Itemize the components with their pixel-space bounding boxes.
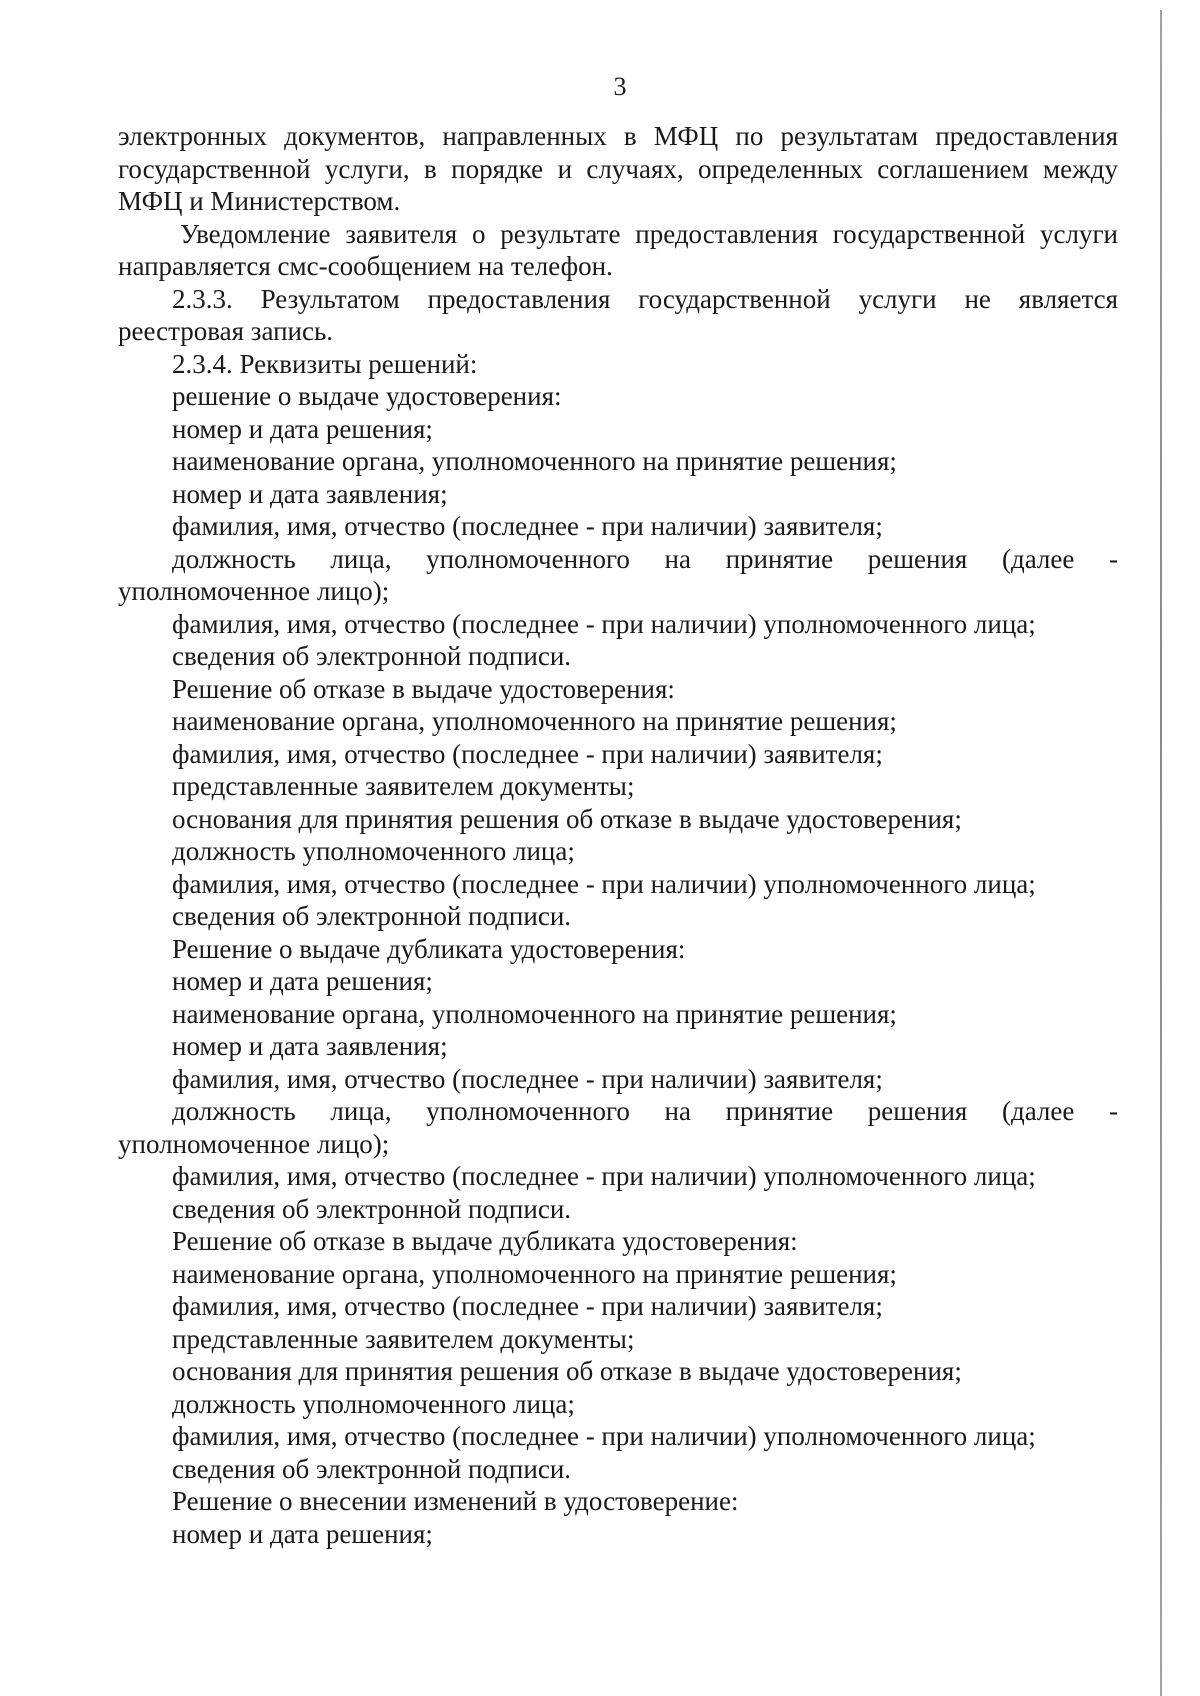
text-line: 2.3.4. Реквизиты решений: bbox=[172, 348, 478, 379]
text-line: номер и дата решения; bbox=[172, 413, 433, 444]
text-line: уполномоченное лицо); bbox=[118, 576, 390, 606]
text-line: сведения об электронной подписи. bbox=[172, 1453, 572, 1484]
text-line: направляется смс-сообщением на телефон. bbox=[118, 251, 613, 281]
text-line: наименование органа, уполномоченного на принятие решения; bbox=[172, 446, 897, 476]
document-body bbox=[118, 120, 1118, 1550]
page-number: 3 bbox=[613, 72, 627, 101]
text-line: основания для принятия решения об отказе в выдаче удостоверения; bbox=[172, 1356, 962, 1386]
text-line: Решение о выдаче дубликата удостоверения: bbox=[172, 933, 686, 964]
text-line: фамилия, имя, отчество (последнее - при наличии) уполномоченного лица; bbox=[172, 608, 1036, 639]
text-line: Решение об отказе в выдаче дубликата удостоверения: bbox=[172, 1226, 798, 1256]
text-line: сведения об электронной подписи. bbox=[172, 641, 572, 671]
text-line: номер и дата решения; bbox=[172, 966, 433, 996]
text-line: Уведомление заявителя о результате предоставления государственной услуги bbox=[180, 218, 1118, 249]
text-line: фамилия, имя, отчество (последнее - при наличии) заявителя; bbox=[172, 511, 883, 541]
scan-edge-line bbox=[1160, 10, 1162, 1696]
text-line: фамилия, имя, отчество (последнее - при наличии) заявителя; bbox=[172, 1291, 883, 1321]
text-line: Решение об отказе в выдаче удостоверения: bbox=[172, 673, 675, 704]
text-line: номер и дата заявления; bbox=[172, 478, 448, 509]
text-line: реестровая запись. bbox=[118, 316, 334, 346]
text-line: сведения об электронной подписи. bbox=[172, 1193, 572, 1224]
text-line: должность лица, уполномоченного на принятие решения (далее - bbox=[172, 1096, 1118, 1126]
text-line: фамилия, имя, отчество (последнее - при наличии) уполномоченного лица; bbox=[172, 868, 1036, 899]
text-line: фамилия, имя, отчество (последнее - при наличии) уполномоченного лица; bbox=[172, 1421, 1036, 1451]
text-line: Решение о внесении изменений в удостоверение: bbox=[172, 1486, 739, 1516]
text-line: сведения об электронной подписи. bbox=[172, 901, 572, 931]
text-line: решение о выдаче удостоверения: bbox=[172, 381, 562, 411]
text-line: номер и дата заявления; bbox=[172, 1031, 448, 1061]
text-line: фамилия, имя, отчество (последнее - при наличии) заявителя; bbox=[172, 1063, 883, 1094]
text-line: уполномоченное лицо); bbox=[118, 1128, 390, 1159]
text-line: фамилия, имя, отчество (последнее - при наличии) заявителя; bbox=[172, 738, 883, 769]
text-line: наименование органа, уполномоченного на принятие решения; bbox=[172, 706, 897, 736]
text-line: наименование органа, уполномоченного на принятие решения; bbox=[172, 998, 897, 1029]
text-line: номер и дата решения; bbox=[172, 1518, 433, 1549]
text-line: МФЦ и Министерством. bbox=[118, 186, 401, 216]
text-line: электронных документов, направленных в МФЦ по результатам предоставления bbox=[118, 121, 1118, 151]
text-line: наименование органа, уполномоченного на принятие решения; bbox=[172, 1258, 897, 1289]
text-line: должность уполномоченного лица; bbox=[172, 836, 575, 866]
text-line: основания для принятия решения об отказе в выдаче удостоверения; bbox=[172, 803, 962, 834]
text-line: фамилия, имя, отчество (последнее - при наличии) уполномоченного лица; bbox=[172, 1161, 1036, 1191]
text-line: 2.3.3. Результатом предоставления государственной услуги не является bbox=[172, 283, 1118, 314]
text-line: представленные заявителем документы; bbox=[172, 1323, 635, 1354]
text-line: представленные заявителем документы; bbox=[172, 771, 635, 801]
text-line: должность лица, уполномоченного на принятие решения (далее - bbox=[172, 543, 1118, 574]
text-line: должность уполномоченного лица; bbox=[172, 1388, 575, 1419]
text-line: государственной услуги, в порядке и случаях, определенных соглашением между bbox=[118, 153, 1118, 184]
